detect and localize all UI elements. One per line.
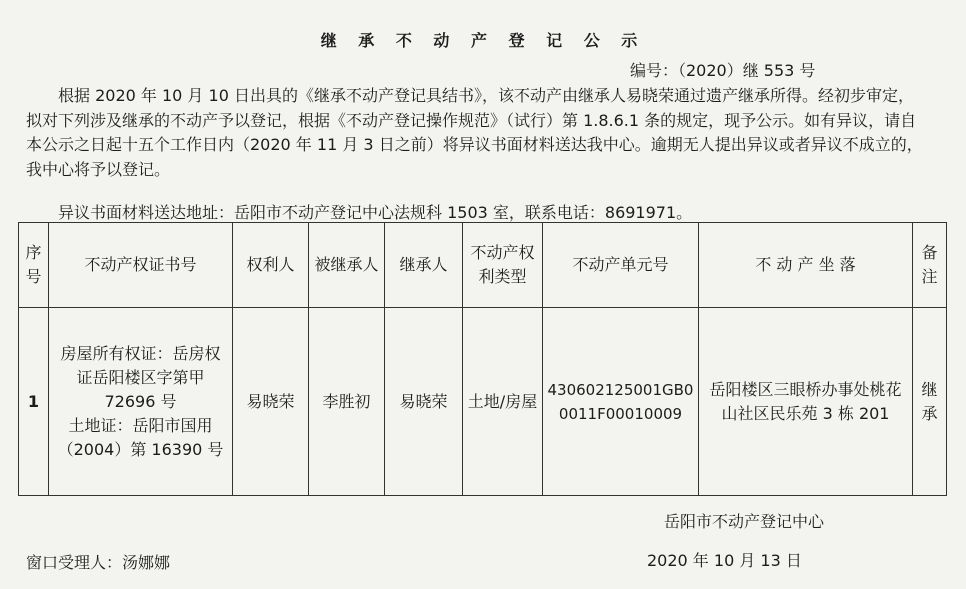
cell-seq: 1	[19, 308, 49, 496]
issuer-name: 岳阳市不动产登记中心	[664, 512, 825, 531]
cell-decedent: 李胜初	[309, 308, 385, 496]
header-right-type: 不动产权利类型	[463, 223, 543, 308]
objection-address: 异议书面材料送达地址：岳阳市不动产登记中心法规科 1503 室，联系电话：8691971。	[58, 203, 693, 222]
header-unit-no: 不动产单元号	[543, 223, 699, 308]
table-row	[19, 308, 947, 496]
header-cert: 不动产权证书号	[49, 223, 233, 308]
table-header-row	[19, 223, 947, 308]
cell-heir: 易晓荣	[385, 308, 463, 496]
registration-table	[18, 222, 947, 496]
header-heir: 继承人	[385, 223, 463, 308]
notice-paragraph: 根据 2020 年 10 月 10 日出具的《继承不动产登记具结书》，该不动产由继承人易晓荣通过遗产继承所得。经初步审定， 拟对下列涉及继承的不动产予以登记，根据《不动产登记操作规范》（试行）第 1.8.6.1 条的规定，现予公示。如有异议，请自本公示之日起十五个工作日内（2020 年 11 月 3 日之前）将异议书面材料送达我中心。逾期无人提出异议或者异议不成立的，我中心将予以登记。	[26, 86, 923, 179]
header-remark: 备注	[913, 223, 947, 308]
header-holder: 权利人	[233, 223, 309, 308]
cell-right-type: 土地/房屋	[463, 308, 543, 496]
cell-cert	[49, 308, 233, 496]
cert-land: 土地证：岳阳市国用（2004）第 16390 号	[57, 415, 224, 459]
document-number: 编号：（2020）继 553 号	[630, 61, 816, 80]
issue-date: 2020 年 10 月 13 日	[647, 551, 802, 570]
document-title: 继 承 不 动 产 登 记 公 示	[320, 31, 646, 50]
cert-house: 房屋所有权证：岳房权证岳阳楼区字第甲 72696 号	[60, 343, 221, 411]
cell-location: 岳阳楼区三眼桥办事处桃花山社区民乐苑 3 栋 201	[699, 308, 913, 496]
clerk-name: 窗口受理人：汤娜娜	[26, 553, 171, 572]
header-decedent: 被继承人	[309, 223, 385, 308]
header-location: 不 动 产 坐 落	[699, 223, 913, 308]
cell-unit-no: 430602125001GB00011F00010009	[543, 308, 699, 496]
header-seq: 序号	[19, 223, 49, 308]
cell-remark: 继承	[913, 308, 947, 496]
cell-holder: 易晓荣	[233, 308, 309, 496]
